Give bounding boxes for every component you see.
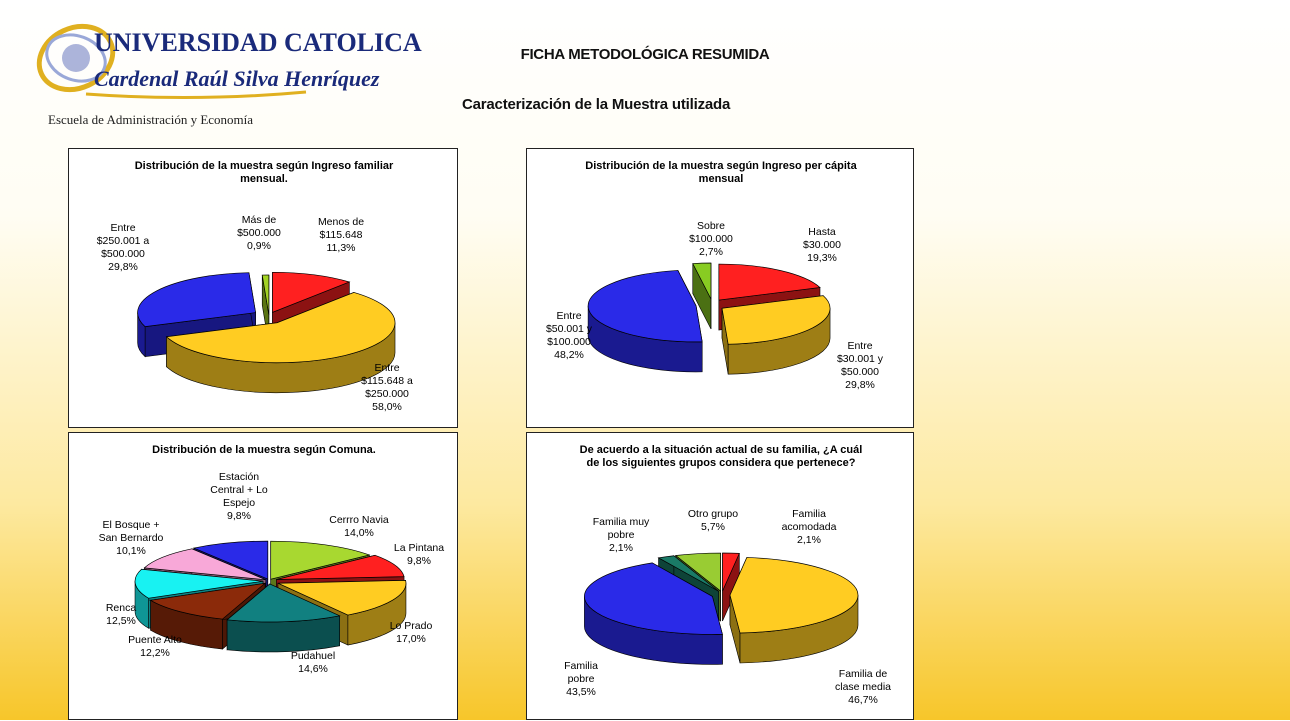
slice-label: El Bosque + San Bernardo 10,1%	[98, 519, 164, 557]
chart-title: Distribución de la muestra según Ingreso familiar mensual.	[134, 160, 394, 185]
chart-ingreso-per-capita	[526, 148, 914, 428]
chart-ingreso-familiar	[68, 148, 458, 428]
slice-label: Entre $30.001 y $50.000 29,8%	[836, 340, 884, 391]
chart-title: Distribución de la muestra según Ingreso per cápita mensual	[585, 160, 857, 185]
slice-label: Puente Alto 12,2%	[128, 634, 182, 659]
slice-label: Pudahuel 14,6%	[290, 650, 336, 675]
page-subtitle: Caracterización de la Muestra utilizada	[462, 96, 731, 113]
chart-situacion-familia	[526, 432, 914, 720]
chart-title: Distribución de la muestra según Comuna.	[152, 444, 376, 456]
logo-line2: Cardenal Raúl Silva Henríquez	[94, 66, 380, 91]
chart-comuna	[68, 432, 458, 720]
slice-label: Familia muy pobre 2,1%	[592, 516, 650, 554]
slice-label: Familia pobre 43,5%	[564, 660, 598, 698]
slice-label: La Pintana 9,8%	[393, 542, 445, 567]
slice-label: Renca 12,5%	[105, 602, 137, 627]
slice-label: Más de $500.000 0,9%	[237, 214, 281, 252]
slice-label: Hasta $30.000 19,3%	[803, 226, 841, 264]
slice-label: Menos de $115.648 11,3%	[317, 216, 365, 254]
page-title: FICHA METODOLÓGICA RESUMIDA	[520, 46, 770, 63]
slice-label: Entre $50.001 y $100.000 48,2%	[545, 310, 593, 361]
chart-title: De acuerdo a la situación actual de su familia, ¿A cuál de los siguientes grupos considera que pertenece?	[579, 444, 863, 469]
slice-label: Otro grupo 5,7%	[687, 508, 739, 533]
slice-label: Sobre $100.000 2,7%	[689, 220, 733, 258]
slice-label: Lo Prado 17,0%	[389, 620, 433, 645]
slice-label: Cerrro Navia 14,0%	[329, 514, 389, 539]
slice-label: Entre $115.648 a $250.000 58,0%	[361, 362, 413, 413]
slice-label: Familia acomodada 2,1%	[781, 508, 837, 546]
slice-label: Entre $250.001 a $500.000 29,8%	[96, 222, 150, 273]
slice-label: Estación Central + Lo Espejo 9,8%	[210, 471, 268, 522]
logo-line1: UNIVERSIDAD CATOLICA	[94, 28, 422, 57]
slice-label: Familia de clase media 46,7%	[834, 668, 892, 706]
school-name: Escuela de Administración y Economía	[48, 112, 254, 127]
